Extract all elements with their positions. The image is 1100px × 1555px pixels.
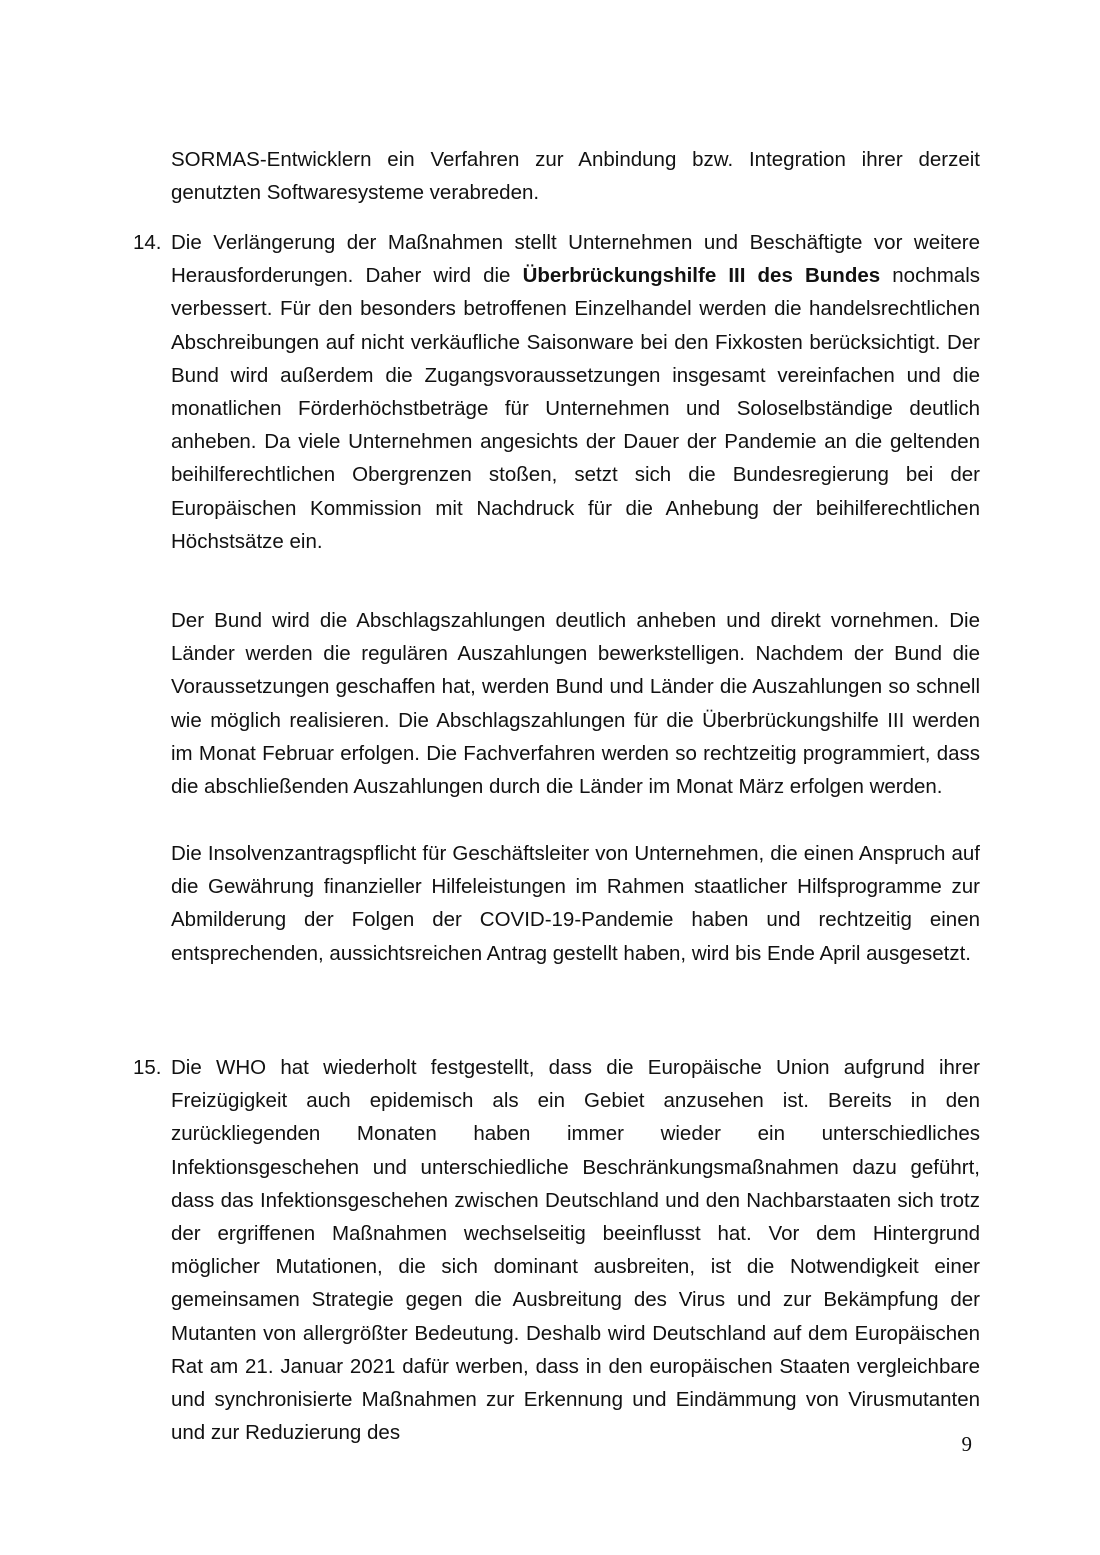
item-14-paragraph-2: Der Bund wird die Abschlagszahlungen deutlich anheben und direkt vornehmen. Die Länder werden die regulären Auszahlungen bewerkstelligen. Nachdem der Bund die Voraussetzungen geschaffen hat, werden Bund und Länder die Auszahlungen so schnell wie möglich realisieren. Die Abschlagszahlungen für die Überbrückungshilfe III werden im Monat Februar erfolgen. Die Fachverfahren werden so rechtzeitig programmiert, dass die abschließenden Auszahlungen durch die Länder im Monat März erfolgen werden. [171, 609, 980, 799]
item-14-bold-text: Überbrückungshilfe III des Bundes [522, 264, 881, 288]
page-number: 9 [961, 1432, 972, 1456]
paragraph-13-continuation: SORMAS-Entwicklern ein Verfahren zur Anbindung bzw. Integration ihrer derzeit genutzten Softwaresysteme verabreden. [171, 148, 980, 205]
item-14-text-before-bold: Die Verlängerung der Maßnahmen stellt Unternehmen und Beschäftigte vor weitere Herausforderungen. Daher wird die [171, 231, 980, 288]
item-15-paragraph: Die WHO hat wiederholt festgestellt, dass die Europäische Union aufgrund ihrer Freizügigkeit auch epidemisch als ein Gebiet anzusehen ist. Bereits in den zurückliegenden Monaten haben immer wieder ein unterschiedliches Infektionsgeschehen und unterschiedliche Beschränkungsmaßnahmen dazu geführt, dass das Infektionsgeschehen zwischen Deutschland und den Nachbarstaaten sich trotz der ergriffenen Maßnahmen wechselseitig beeinflusst hat. Vor dem Hintergrund möglicher Mutationen, die sich dominant ausbreiten, ist die Notwendigkeit einer gemeinsamen Strategie gegen die Ausbreitung des Virus und zur Bekämpfung der Mutanten von allergrößter Bedeutung. Deshalb wird Deutschland auf dem Europäischen Rat am 21. Januar 2021 dafür werben, dass in den europäischen Staaten vergleichbare und synchronisierte Maßnahmen zur Erkennung und Eindämmung von Virusmutanten und zur Reduzierung des [171, 1056, 980, 1445]
item-14-paragraph-3: Die Insolvenzantragspflicht für Geschäftsleiter von Unternehmen, die einen Anspruch auf die Gewährung finanzieller Hilfeleistungen im Rahmen staatlicher Hilfsprogramme zur Abmilderung der Folgen der COVID-19-Pandemie haben und rechtzeitig einen entsprechenden, aussichtsreichen Antrag gestellt haben, wird bis Ende April ausgesetzt. [171, 842, 980, 965]
item-14-text-after-bold: nochmals verbessert. Für den besonders betroffenen Einzelhandel werden die handelsrechtlichen Abschreibungen auf nicht verkäufliche Saisonware bei den Fixkosten berücksichtigt. Der Bund wird außerdem die Zugangsvoraussetzungen insgesamt vereinfachen und die monatlichen Förderhöchstbeträge für Unternehmen und Soloselbständige deutlich anheben. Da viele Unternehmen angesichts der Dauer der Pandemie an die geltenden beihilferechtlichen Obergrenzen stoßen, setzt sich die Bundesregierung bei der Europäischen Kommission mit Nachdruck für die Anhebung der beihilferechtlichen Höchstsätze ein. [171, 264, 981, 553]
item-14-paragraph-1 [171, 226, 980, 558]
item-number-14: 14. [133, 231, 162, 254]
item-number-15: 15. [133, 1056, 162, 1079]
